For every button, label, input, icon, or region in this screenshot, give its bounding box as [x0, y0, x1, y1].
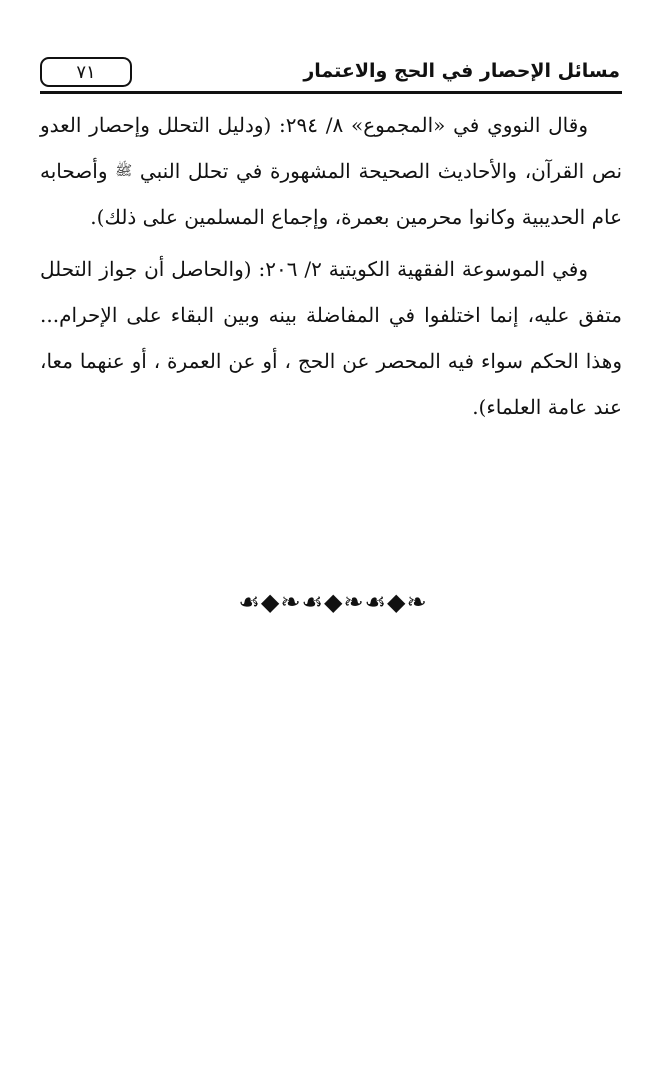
paragraph-nawawi: [40, 102, 622, 240]
running-title: مسائل الإحصار في الحج والاعتمار: [303, 60, 620, 82]
paragraph-nawawi-text-b: وأصحابه عام الحديبية وكانوا محرمين بعمرة، وإجماع المسلمين على ذلك).: [40, 159, 622, 229]
paragraph-nawawi-text-a: وقال النووي في «المجموع» ٨/ ٢٩٤: (ودليل التحلل وإحصار العدو نص القرآن، والأحاديث الصحيحة المشهورة في تحلل النبي: [40, 113, 623, 183]
pbuh-honorific: ﷺ: [115, 163, 133, 179]
page-number: ٧١: [40, 57, 132, 87]
paragraph-encyclopedia: وفي الموسوعة الفقهية الكويتية ٢/ ٢٠٦: (والحاصل أن جواز التحلل متفق عليه، إنما اختلفوا في المفاضلة بينه وبين البقاء على الإحرام... وهذا الحكم سواء فيه المحصر عن الحج ، أو عن العمرة ، أو عنهما معا، عند عامة العلماء).: [40, 257, 622, 419]
section-end-ornament: ☙◆❧☙◆❧☙◆❧: [238, 588, 428, 616]
page-header: [40, 52, 622, 94]
body-text: [40, 102, 622, 430]
header-rule: [40, 91, 622, 94]
